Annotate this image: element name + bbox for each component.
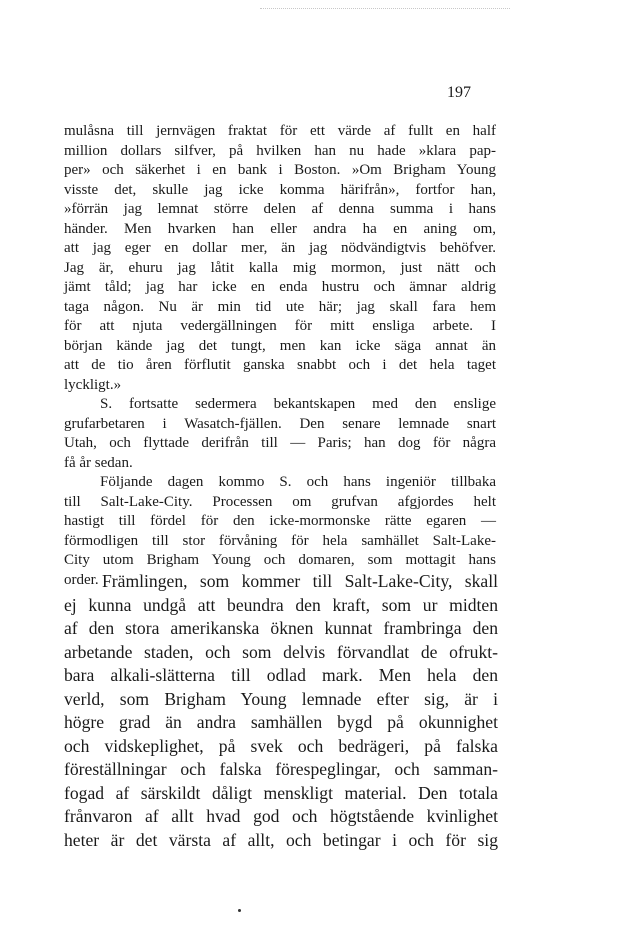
text-line: att jag eger en dollar mer, än jag nödvändigtvis behöfver. — [64, 240, 496, 256]
text-line: heter är det värsta af allt, och betingar i och för sig — [64, 829, 498, 850]
text-line: början kände jag det tungt, men kan icke säga annat än — [64, 337, 496, 354]
text-line: för att njuta vedergällningen för mitt ensliga arbete. I — [64, 318, 496, 334]
text-line: arbetande staden, och som delvis förvandlat de ofrukt- — [64, 641, 498, 662]
text-line: förmodligen till stor förvåning för hela samhället Salt-Lake- — [64, 532, 496, 549]
text-line: fogad af särskildt dåligt menskligt material. Den totala — [64, 782, 498, 803]
page-number: 197 — [447, 84, 471, 101]
text-line: Jag är, ehuru jag låtit kalla mig mormon, just nätt och — [64, 259, 496, 276]
text-line: Främlingen, som kommer till Salt-Lake-City, skall — [102, 571, 498, 591]
text-line: order. — [64, 571, 99, 588]
text-line: Utah, och flyttade derifrån till — Paris; han dog för några — [64, 435, 496, 451]
text-line: S. fortsatte sedermera bekantskapen med den enslige — [100, 396, 496, 412]
text-line: händer. Men hvarken han eller andra ha en aning om, — [64, 220, 496, 237]
text-line: och vidskeplighet, på svek och bedrägeri, på falska — [64, 735, 498, 756]
text-line: lyckligt.» — [64, 376, 122, 393]
paragraph-1 — [64, 122, 496, 395]
text-line: taga någon. Nu är min tid ute här; jag skall fara hem — [64, 298, 496, 315]
text-line: visste det, skulle jag icke komma härifrån», fortfor han, — [64, 181, 496, 198]
text-line: mulåsna till jernvägen fraktat för ett värde af fullt en half — [64, 123, 496, 139]
paragraph-2 — [64, 395, 496, 473]
scan-top-rule — [260, 8, 510, 10]
small-print-section — [64, 122, 496, 590]
bottom-dot-mark — [238, 909, 241, 912]
text-line: per» och säkerhet i en bank i Boston. »Om Brigham Young — [64, 162, 496, 178]
text-line: jämt tåld; jag har icke en enda hustru och ämnar aldrig — [64, 279, 496, 295]
text-line: frånvaron af allt hvad god och högtstående kvinlighet — [64, 806, 498, 826]
text-line: hastigt till fördel för den icke-mormonske rätte egaren — — [64, 513, 496, 529]
text-line: verld, som Brigham Young lemnade efter sig, är i — [64, 688, 498, 709]
text-line: att de tio åren förflutit ganska snabbt och i det hela taget — [64, 357, 496, 373]
text-line: million dollars silfver, på hvilken han nu hade »klara pap- — [64, 142, 496, 159]
text-line: till Salt-Lake-City. Processen om grufvan afgjordes helt — [64, 493, 496, 510]
text-line: ej kunna undgå att beundra den kraft, som ur midten — [64, 594, 498, 615]
text-line: »förrän jag lemnat större delen af denna summa i hans — [64, 201, 496, 217]
text-line: City utom Brigham Young och domaren, som mottagit hans — [64, 552, 496, 568]
text-line: bara alkali-slätterna till odlad mark. Men hela den — [64, 665, 498, 685]
text-line: högre grad än andra samhällen bygd på okunnighet — [64, 712, 498, 732]
text-line: föreställningar och falska förespeglingar, och samman- — [64, 759, 498, 779]
large-print-section — [64, 570, 498, 852]
text-line: Följande dagen kommo S. och hans ingeniör tillbaka — [100, 474, 496, 490]
text-line: få år sedan. — [64, 454, 133, 471]
paragraph-4 — [64, 570, 498, 852]
text-line: grufarbetaren i Wasatch-fjällen. Den senare lemnade snart — [64, 415, 496, 432]
text-line: af den stora amerikanska öknen kunnat frambringa den — [64, 618, 498, 638]
